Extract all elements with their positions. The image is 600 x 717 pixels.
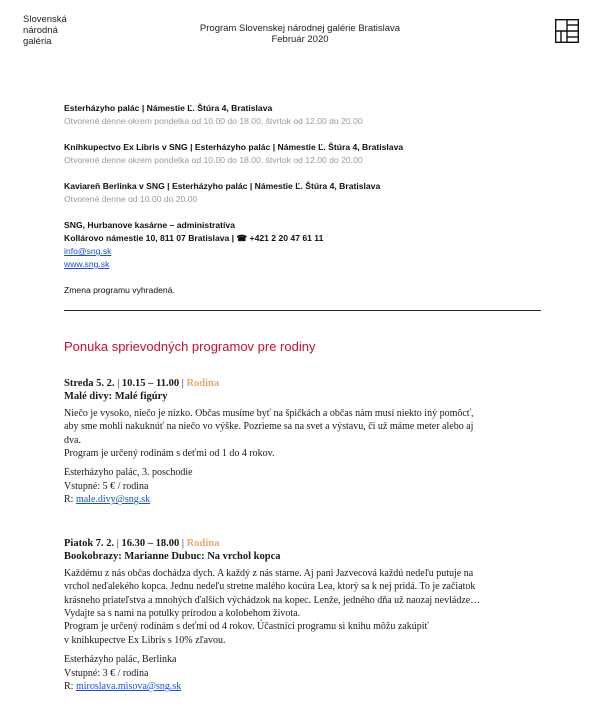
document-title: Program Slovenskej národnej galérie Bratislava — [199, 23, 401, 34]
location-hours: Otvorené denne od 10.00 do 20.00 — [64, 194, 198, 204]
admin-name: SNG, Hurbanove kasárne – administratíva — [64, 220, 235, 230]
admin-contact — [64, 219, 323, 271]
event-desc-line: Vydajte sa s nami na potulky prírodou a kolobehom života. — [64, 608, 301, 620]
event-desc-line: Niečo je vysoko, niečo je nízko. Občas musíme byť na špičkách a občas nám musí niekto iný pomôcť, — [64, 407, 474, 419]
event-head: Streda 5. 2. | 10.15 – 11.00 | Rodina — [64, 378, 220, 389]
event-head: Piatok 7. 2. | 16.30 – 18.00 | Rodina — [64, 538, 220, 549]
reservation-label: R: — [64, 494, 76, 506]
event-reservation — [64, 680, 544, 693]
location-cafe — [64, 180, 380, 206]
event-desc-line: vrchol neďalekého kopca. Jednu nedeľu stretne malého kocúra Lea, ktorý sa k nej pridá. To je začiatok — [64, 581, 476, 593]
gallery-name-line-1: Slovenská — [23, 14, 67, 25]
event-time: 16.30 – 18.00 — [121, 538, 180, 549]
event-desc-line: dva. — [64, 434, 81, 446]
document-subtitle: Február 2020 — [271, 34, 329, 45]
document-header — [0, 23, 600, 45]
location-esterhazy — [64, 102, 363, 128]
gallery-name-line-2: národná — [23, 25, 58, 36]
location-hours: Otvorené denne okrem pondelka od 10.00 do 18.00, štvrtok od 12.00 do 20.00 — [64, 155, 363, 165]
event-place: Esterházyho palác, 3. poschodie — [64, 467, 193, 479]
event-title: Malé divy: Malé figúry — [64, 391, 168, 403]
event-desc-line: krásneho priateľstva a mnohých ďalších výchádzok na kopec. Lenže, jedného dňa už naozaj nevládze… — [64, 594, 481, 606]
event-entry: Vstupné: 5 € / rodina — [64, 480, 149, 492]
divider — [64, 310, 541, 311]
event-title: Bookobrazy: Marianne Dubuc: Na vrchol kopca — [64, 551, 281, 563]
location-bookstore — [64, 141, 403, 167]
program-notice — [64, 284, 175, 297]
event-desc-line: Každému z nás občas dochádza dych. A každý z nás starne. Aj pani Jazvecová každú nedeľu putuje na — [64, 567, 474, 579]
event-date: Streda 5. 2. — [64, 378, 115, 389]
event-date: Piatok 7. 2. — [64, 538, 115, 549]
event-desc-line: aby sme mohli nakuknúť na niečo vo výške. Pozrieme sa na svet a výstavu, či už máme meter alebo aj — [64, 421, 474, 433]
event-1 — [64, 377, 544, 507]
location-name: Esterházyho palác | Námestie Ľ. Štúra 4, Bratislava — [64, 103, 273, 113]
location-name: Kníhkupectvo Ex Libris v SNG | Esterházyho palác | Námestie Ľ. Štúra 4, Bratislava — [64, 142, 404, 152]
admin-address: Kollárovo námestie 10, 811 07 Bratislava | ☎ +421 2 20 47 61 11 — [64, 233, 324, 243]
location-hours: Otvorené denne okrem pondelka od 10.00 do 18.00, štvrtok od 12.00 do 20.00 — [64, 116, 363, 126]
section-title: Ponuka sprievodných programov pre rodiny — [64, 339, 316, 354]
event-2 — [64, 537, 544, 693]
reservation-email-link[interactable]: miroslava.misova@sng.sk — [75, 681, 182, 693]
event-desc-line: Program je určený rodinám s deťmi od 4 rokov. Účastníci programu si knihu môžu zakúpiť — [64, 621, 429, 633]
sng-logo-icon — [555, 19, 579, 43]
gallery-name-line-3: galéria — [23, 36, 52, 47]
admin-web-link[interactable]: www.sng.sk — [64, 259, 110, 269]
event-place: Esterházyho palác, Berlinka — [64, 654, 177, 666]
event-entry: Vstupné: 3 € / rodina — [64, 667, 149, 679]
event-time: 10.15 – 11.00 — [121, 378, 180, 389]
event-desc-line: v kníhkupectve Ex Libris s 10% zľavou. — [64, 634, 226, 646]
event-tag: Rodina — [186, 538, 220, 549]
notice-text: Zmena programu vyhradená. — [64, 285, 175, 295]
event-tag: Rodina — [186, 378, 220, 389]
reservation-email-link[interactable]: male.divy@sng.sk — [75, 494, 151, 506]
event-desc-line: Program je určený rodinám s deťmi od 1 do 4 rokov. — [64, 448, 275, 460]
admin-email-link[interactable]: info@sng.sk — [64, 246, 112, 256]
reservation-label: R: — [64, 681, 76, 693]
event-reservation — [64, 493, 544, 506]
location-name: Kaviareň Berlinka v SNG | Esterházyho palác | Námestie Ľ. Štúra 4, Bratislava — [64, 181, 381, 191]
